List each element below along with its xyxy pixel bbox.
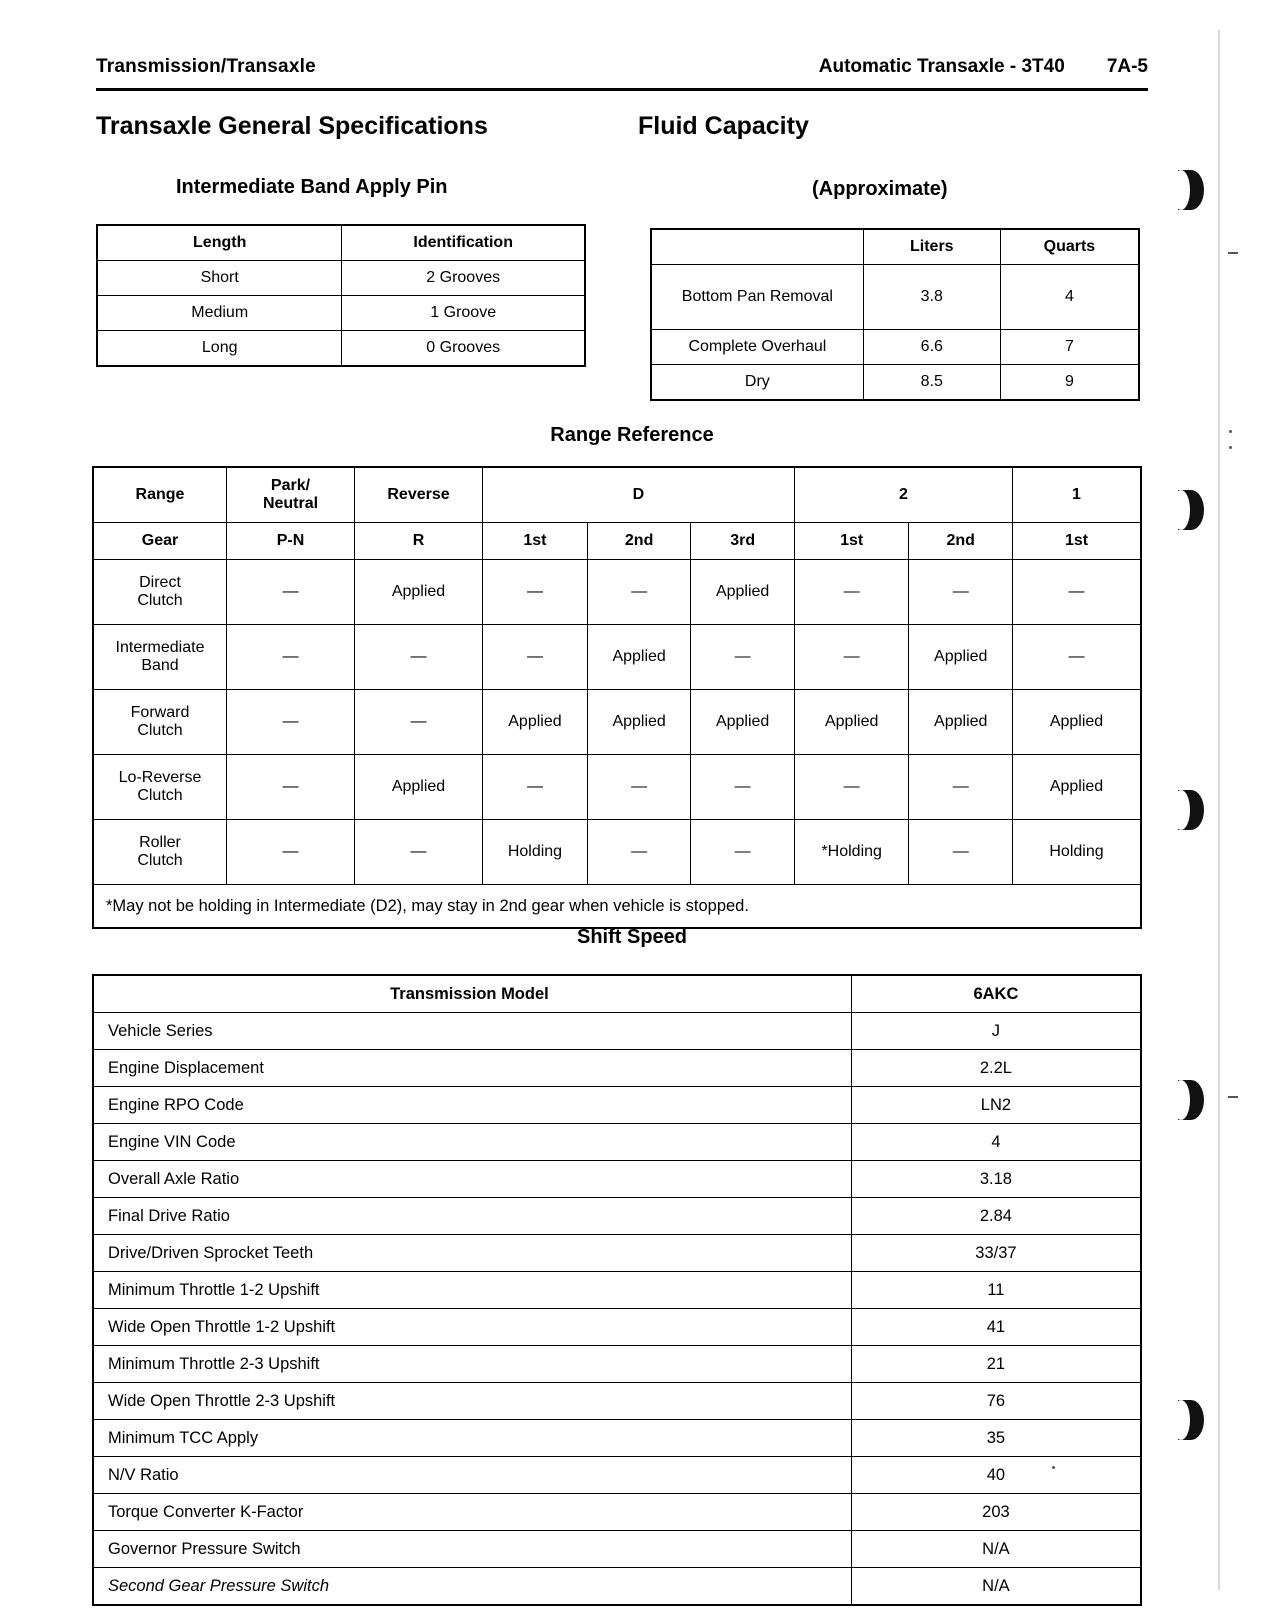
spec-label: Drive/Driven Sprocket Teeth — [93, 1235, 851, 1272]
fluid-quarts: 9 — [1000, 365, 1139, 401]
gear-1-1st: 1st — [1013, 523, 1142, 560]
spec-value: N/A — [851, 1568, 1141, 1606]
spec-value: 76 — [851, 1383, 1141, 1420]
table-row — [93, 560, 1141, 625]
header-divider — [96, 88, 1148, 91]
range-cell: — — [909, 560, 1013, 625]
spec-value: J — [851, 1013, 1141, 1050]
spec-value: 2.84 — [851, 1198, 1141, 1235]
spec-label: N/V Ratio — [93, 1457, 851, 1494]
fluid-condition: Bottom Pan Removal — [651, 265, 863, 330]
spec-label: Governor Pressure Switch — [93, 1531, 851, 1568]
table-row — [93, 1420, 1141, 1457]
binding-hole-mark — [1178, 170, 1204, 210]
range-cell: Applied — [691, 560, 795, 625]
range-component-name: Forward Clutch — [93, 690, 227, 755]
header-document-title: Automatic Transaxle - 3T40 — [818, 56, 1065, 77]
table-row — [651, 265, 1139, 330]
fluid-liters: 8.5 — [863, 365, 1000, 401]
range-cell: *Holding — [794, 820, 909, 885]
table-header-row — [93, 467, 1141, 523]
range-cell: — — [227, 690, 355, 755]
binding-hole-mark — [1178, 1080, 1204, 1120]
section-title-fluid-capacity: Fluid Capacity — [638, 112, 809, 140]
range-cell: Holding — [483, 820, 588, 885]
gear-d-2nd: 2nd — [587, 523, 691, 560]
range-cell: Applied — [691, 690, 795, 755]
pin-length: Medium — [97, 296, 342, 331]
spec-label: Minimum TCC Apply — [93, 1420, 851, 1457]
pin-identification: 0 Grooves — [342, 331, 585, 367]
range-cell: — — [227, 755, 355, 820]
range-cell: Applied — [1013, 755, 1142, 820]
spec-label: Wide Open Throttle 2-3 Upshift — [93, 1383, 851, 1420]
range-cell: — — [794, 625, 909, 690]
range-cell: — — [483, 755, 588, 820]
spec-value: 40 — [851, 1457, 1141, 1494]
fluid-quarts: 4 — [1000, 265, 1139, 330]
column-header-length: Length — [97, 225, 342, 261]
range-cell: — — [587, 820, 691, 885]
spec-label: Final Drive Ratio — [93, 1198, 851, 1235]
range-table-footnote: *May not be holding in Intermediate (D2), may stay in 2nd gear when vehicle is stopped. — [93, 885, 1141, 929]
range-component-name: Intermediate Band — [93, 625, 227, 690]
table-row — [93, 690, 1141, 755]
column-header-2: 2 — [794, 467, 1012, 523]
table-row — [93, 1494, 1141, 1531]
column-header-model-code: 6AKC — [851, 975, 1141, 1013]
table-row — [651, 330, 1139, 365]
header-page-number: 7A-5 — [1106, 56, 1148, 77]
range-cell: — — [794, 560, 909, 625]
range-cell: Applied — [794, 690, 909, 755]
column-header-liters: Liters — [863, 229, 1000, 265]
spec-label: Engine RPO Code — [93, 1087, 851, 1124]
table-row — [93, 1309, 1141, 1346]
range-cell: Applied — [587, 625, 691, 690]
shift-speed-table — [92, 974, 1142, 1606]
range-cell: Holding — [1013, 820, 1142, 885]
spec-label: Torque Converter K-Factor — [93, 1494, 851, 1531]
range-cell: Applied — [1013, 690, 1142, 755]
table-row — [97, 261, 585, 296]
edge-speck — [1229, 430, 1232, 433]
range-cell: — — [355, 625, 483, 690]
gear-d-1st: 1st — [483, 523, 588, 560]
table-row — [93, 1050, 1141, 1087]
range-cell: — — [355, 820, 483, 885]
range-cell: — — [227, 625, 355, 690]
spec-value: 21 — [851, 1346, 1141, 1383]
column-header-transmission-model: Transmission Model — [93, 975, 851, 1013]
spec-label: Minimum Throttle 2-3 Upshift — [93, 1346, 851, 1383]
range-cell: — — [355, 690, 483, 755]
range-cell: Applied — [909, 625, 1013, 690]
spec-value: 4 — [851, 1124, 1141, 1161]
range-component-name: Roller Clutch — [93, 820, 227, 885]
range-cell: — — [587, 755, 691, 820]
table-row — [97, 296, 585, 331]
range-cell: — — [1013, 560, 1142, 625]
spec-value: 203 — [851, 1494, 1141, 1531]
spec-label: Overall Axle Ratio — [93, 1161, 851, 1198]
range-cell: Applied — [587, 690, 691, 755]
edge-speck — [1229, 446, 1232, 449]
table-row — [93, 755, 1141, 820]
column-header-gear: Gear — [93, 523, 227, 560]
spec-label: Vehicle Series — [93, 1013, 851, 1050]
spec-value: 41 — [851, 1309, 1141, 1346]
spec-label: Wide Open Throttle 1-2 Upshift — [93, 1309, 851, 1346]
spec-value: 35 — [851, 1420, 1141, 1457]
table-row — [651, 365, 1139, 401]
fluid-condition: Dry — [651, 365, 863, 401]
fluid-liters: 3.8 — [863, 265, 1000, 330]
pin-identification: 1 Groove — [342, 296, 585, 331]
range-component-name: Lo-Reverse Clutch — [93, 755, 227, 820]
column-header-quarts: Quarts — [1000, 229, 1139, 265]
range-cell: — — [691, 755, 795, 820]
page-edge-line — [1218, 30, 1220, 1590]
column-header-reverse: Reverse — [355, 467, 483, 523]
range-component-name: Direct Clutch — [93, 560, 227, 625]
subsection-title-band-apply-pin: Intermediate Band Apply Pin — [176, 176, 448, 198]
spec-value: 2.2L — [851, 1050, 1141, 1087]
edge-tick-mark — [1228, 1096, 1238, 1098]
fluid-liters: 6.6 — [863, 330, 1000, 365]
spec-label: Second Gear Pressure Switch — [93, 1568, 851, 1606]
range-cell: Applied — [909, 690, 1013, 755]
header-section-label: Transmission/Transaxle — [96, 56, 316, 77]
table-row — [93, 1383, 1141, 1420]
pin-identification: 2 Grooves — [342, 261, 585, 296]
table-header-row — [97, 225, 585, 261]
table-row — [93, 1457, 1141, 1494]
band-apply-pin-table — [96, 224, 586, 367]
edge-tick-mark — [1228, 252, 1238, 254]
table-row — [93, 625, 1141, 690]
section-title-general-specifications: Transaxle General Specifications — [96, 112, 488, 140]
range-cell: — — [227, 820, 355, 885]
column-header-park-neutral: Park/ Neutral — [227, 467, 355, 523]
table-header-row — [93, 975, 1141, 1013]
table-row — [97, 331, 585, 367]
table-header-row — [651, 229, 1139, 265]
section-title-range-reference: Range Reference — [550, 424, 714, 446]
table-row — [93, 1235, 1141, 1272]
spec-value: LN2 — [851, 1087, 1141, 1124]
spec-label: Minimum Throttle 1-2 Upshift — [93, 1272, 851, 1309]
range-cell: Applied — [355, 560, 483, 625]
spec-label: Engine VIN Code — [93, 1124, 851, 1161]
range-cell: — — [587, 560, 691, 625]
table-row — [93, 1161, 1141, 1198]
fluid-condition: Complete Overhaul — [651, 330, 863, 365]
range-cell: Applied — [483, 690, 588, 755]
pin-length: Short — [97, 261, 342, 296]
table-row — [93, 1531, 1141, 1568]
page-header — [96, 56, 1148, 78]
table-row — [93, 1346, 1141, 1383]
section-title-shift-speed: Shift Speed — [576, 926, 687, 948]
fluid-quarts: 7 — [1000, 330, 1139, 365]
table-footnote-row — [93, 885, 1141, 929]
table-row — [93, 1272, 1141, 1309]
table-row — [93, 1013, 1141, 1050]
column-header-identification: Identification — [342, 225, 585, 261]
page-speck — [1052, 1466, 1055, 1469]
spec-value: 3.18 — [851, 1161, 1141, 1198]
gear-r: R — [355, 523, 483, 560]
gear-2-1st: 1st — [794, 523, 909, 560]
range-reference-table — [92, 466, 1142, 929]
table-row — [93, 1124, 1141, 1161]
binding-hole-mark — [1178, 790, 1204, 830]
range-cell: — — [227, 560, 355, 625]
range-cell: — — [794, 755, 909, 820]
subsection-label-approximate: (Approximate) — [812, 178, 948, 200]
range-cell: — — [691, 625, 795, 690]
column-header-blank — [651, 229, 863, 265]
table-row — [93, 1087, 1141, 1124]
spec-label: Engine Displacement — [93, 1050, 851, 1087]
table-row — [93, 1198, 1141, 1235]
fluid-capacity-table — [650, 228, 1140, 401]
pin-length: Long — [97, 331, 342, 367]
range-cell: — — [909, 820, 1013, 885]
column-header-1: 1 — [1013, 467, 1142, 523]
table-row — [93, 820, 1141, 885]
spec-value: 33/37 — [851, 1235, 1141, 1272]
gear-pn: P-N — [227, 523, 355, 560]
table-row — [93, 1568, 1141, 1606]
gear-d-3rd: 3rd — [691, 523, 795, 560]
range-cell: — — [1013, 625, 1142, 690]
spec-value: 11 — [851, 1272, 1141, 1309]
spec-value: N/A — [851, 1531, 1141, 1568]
binding-hole-mark — [1178, 1400, 1204, 1440]
range-cell: — — [691, 820, 795, 885]
range-cell: Applied — [355, 755, 483, 820]
column-header-d: D — [483, 467, 795, 523]
range-cell: — — [483, 560, 588, 625]
range-cell: — — [483, 625, 588, 690]
gear-2-2nd: 2nd — [909, 523, 1013, 560]
range-cell: — — [909, 755, 1013, 820]
table-subheader-row — [93, 523, 1141, 560]
column-header-range: Range — [93, 467, 227, 523]
binding-hole-mark — [1178, 490, 1204, 530]
